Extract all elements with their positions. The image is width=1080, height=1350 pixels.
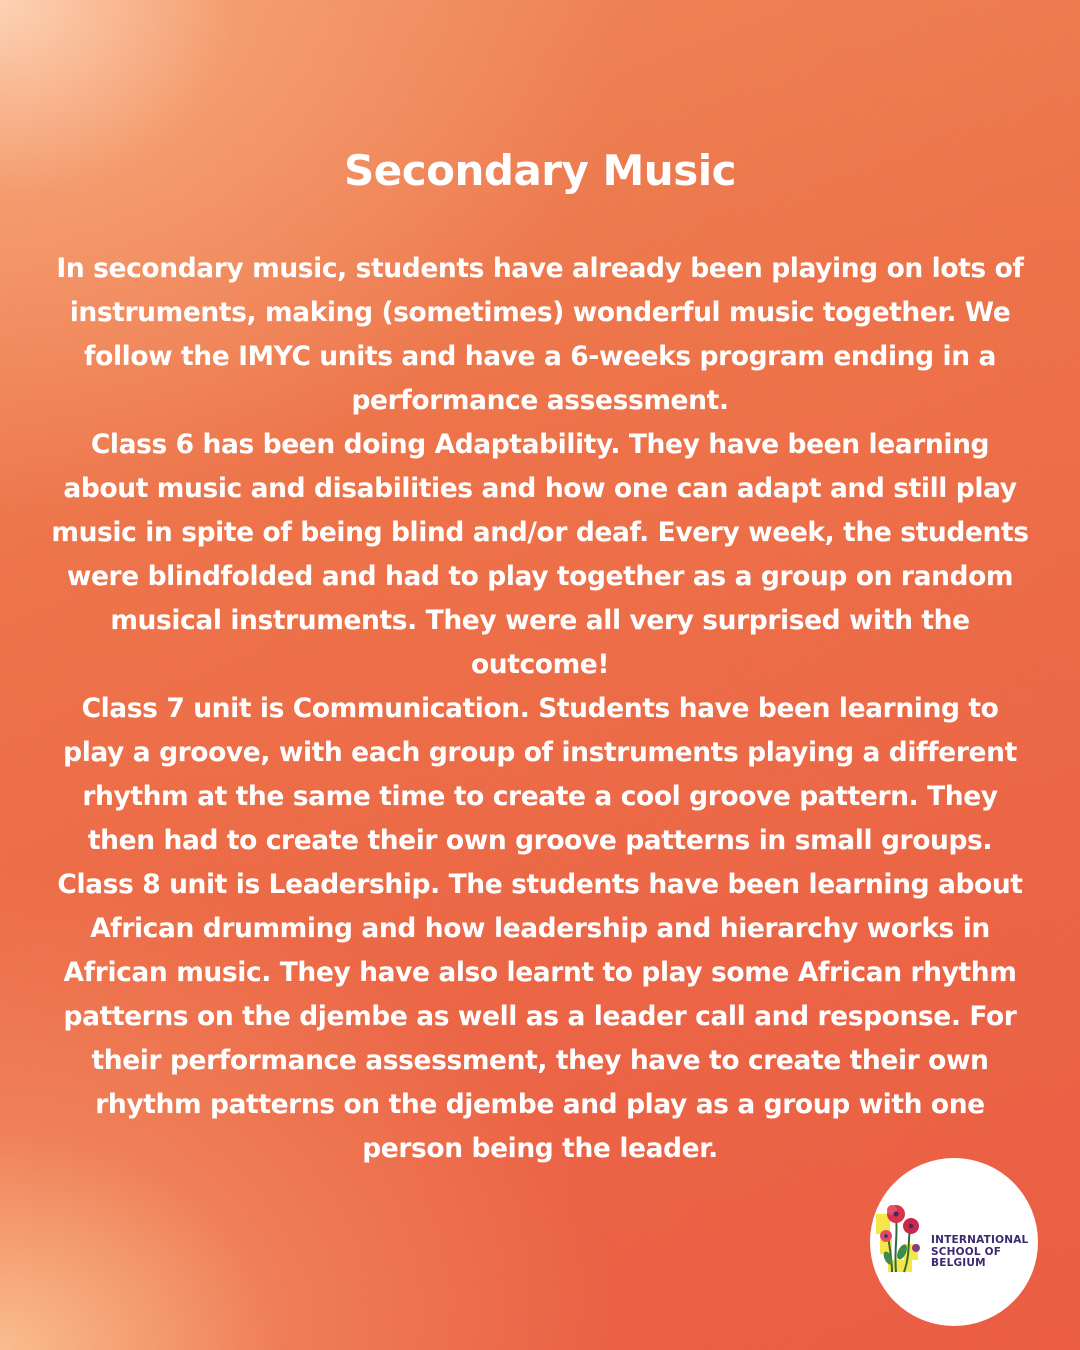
paragraph-intro: In secondary music, students have already been playing on lots of instruments, making (sometimes) wonderful music together. We follow the IMYC units and have a 6-weeks program ending in a performance assessment. (56, 253, 1024, 416)
paragraph-class-8: Class 8 unit is Leadership. The students have been learning about African drumming and how leadership and hierarchy works in African music. They have also learnt to play some African rhythm patterns on the djembe as well as a leader call and response. For their performance assessment, they have to create their own rhythm patterns on the djembe and play as a group with one person being the leader. (57, 869, 1023, 1164)
school-name-line-2: SCHOOL OF (931, 1245, 1002, 1258)
article-body (50, 247, 1030, 1171)
school-name (931, 1235, 1028, 1270)
poppy-flower-icon (874, 1200, 934, 1278)
school-logo (870, 1158, 1038, 1326)
paragraph-class-7: Class 7 unit is Communication. Students have been learning to play a groove, with each group of instruments playing a different rhythm at the same time to create a cool groove pattern. They then had to create their own groove patterns in small groups. (63, 693, 1017, 856)
school-name-line-1: INTERNATIONAL (931, 1234, 1029, 1246)
page-title: Secondary Music (344, 146, 736, 195)
school-name-line-3: BELGIUM (931, 1257, 986, 1269)
paragraph-class-6: Class 6 has been doing Adaptability. They have been learning about music and disabilities and how one can adapt and still play music in spite of being blind and/or deaf. Every week, the students were blindfolded and had to play together as a group on random musical instruments. They were all very surprised with the outcome! (51, 429, 1029, 680)
